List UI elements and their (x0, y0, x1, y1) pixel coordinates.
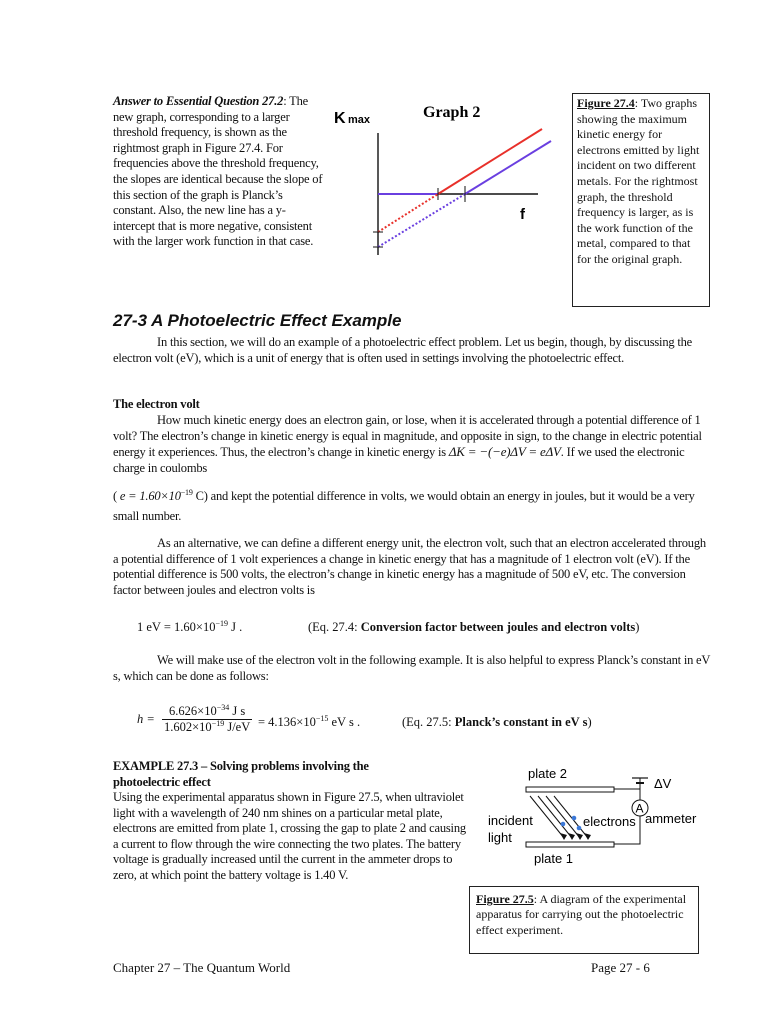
footer-chapter: Chapter 27 – The Quantum World (113, 960, 291, 975)
intro-paragraph: In this section, we will do an example of a photoelectric effect problem. Let us begin, though, by discussing the electron volt (eV), which is a unit of energy that is often used in settings involving the photoelectric effect. (113, 335, 693, 365)
equation-27-5-h (137, 712, 155, 727)
ev-p1b-text: ) and kept the potential difference in volts, we would obtain an energy in joules, but it would be a very small number. (113, 489, 695, 523)
eq275-num-unit: J s (229, 704, 246, 718)
eq275-den-unit: J/eV (224, 720, 251, 734)
apparatus-plate-1-label: plate 1 (534, 851, 574, 866)
answer-colon: : (283, 94, 287, 108)
footer-page-number: Page 27 - 6 (591, 960, 650, 975)
eq275-numerator (162, 704, 252, 720)
electron-dot-3 (577, 826, 582, 831)
eq274-lhs: 1 eV = 1.60×10 (137, 620, 216, 634)
graph-red-line (438, 129, 542, 194)
graph-y-label-sub: max (348, 114, 371, 126)
light-arrow-1 (560, 833, 567, 840)
eq275-ref-open: (Eq. 27.5: (402, 715, 455, 729)
eq275-ref-bold: Planck’s constant in eV s (454, 715, 588, 729)
light-arrow-2 (568, 833, 575, 840)
eq274-ref-bold: Conversion factor between joules and electron volts (360, 620, 636, 634)
eq274-ref-close: ) (635, 620, 640, 634)
graph-blue-line (465, 141, 551, 194)
light-arrow-4 (584, 833, 591, 840)
ev-p1-text: How much kinetic energy does an electron gain, or lose, when it is accelerated through a potential difference of 1 volt? The electron’s change in kinetic energy is equal in magnitude, and opposite in sign, to the change in electric potential energy it experiences. Thus, the electron’s change in kinetic energy is (113, 413, 702, 460)
battery-delta-v-label: ΔV (654, 776, 672, 791)
eq274-ref-open: (Eq. 27.4: (308, 620, 361, 634)
eq275-num: 6.626×10 (169, 704, 217, 718)
equation-27-5-ref (402, 715, 592, 730)
light-arrow-3 (576, 833, 583, 840)
equation-27-5-fraction (162, 704, 252, 735)
eq275-den-exp: −19 (211, 718, 225, 728)
eq274-exp: −19 (215, 618, 228, 628)
electron-volt-paragraph-3: We will make use of the electron volt in the following example. It is also helpful to express Planck’s constant in eV s, which can be done as follows: (113, 653, 711, 683)
answer-text: The new graph, corresponding to a larger threshold frequency, is shown as the rightmost graph in Figure 27.4. For frequencies above the threshold frequency, the slopes are identical because the slope of this section of the graph is Planck’s constant. Also, the new line has a y-intercept that is more negative, consistent with the larger work function in that case. (113, 94, 323, 249)
equation-27-4 (137, 620, 242, 635)
answer-block (113, 94, 323, 250)
electrons-label: electrons (583, 814, 636, 829)
electron-dot-1 (561, 822, 566, 827)
graph-y-label: K (334, 110, 346, 127)
ev-p1b-exp: −19 (180, 487, 193, 497)
electron-volt-paragraph-1b (113, 486, 713, 526)
eq275-rhs-exp: −15 (315, 713, 329, 723)
ev-p1b-eq: e = 1.60×10 (119, 489, 181, 503)
plate-2 (526, 787, 614, 792)
figure-27-5-caption (469, 886, 699, 954)
equation-27-4-ref (308, 620, 639, 635)
ev-p1-end: . If we used the electronic charge in coulombs (113, 445, 685, 475)
graph-red-dotted (378, 194, 438, 232)
example-text: Using the experimental apparatus shown in Figure 27.5, when ultraviolet light with a wavelength of 240 nm shines on a particular metal plate, electrons are emitted from plate 1, crossing the gap to plate 2 and causing a current to flow through the wire connecting the two plates. The battery voltage is gradually increased until the current in the ammeter drops to zero, at which point the battery voltage is 1.40 V. (113, 790, 466, 882)
equation-27-5-rhs (258, 715, 360, 730)
figure-27-4-label: Figure 27.4 (577, 96, 635, 110)
ev-p1b-unit: C (192, 489, 204, 503)
answer-heading: Answer to Essential Question 27.2 (113, 94, 284, 108)
eq275-den: 1.602×10 (164, 720, 212, 734)
eq275-rhs-unit: eV s . (328, 715, 361, 729)
graph-2-figure (330, 95, 560, 257)
eq275-num-exp: −34 (216, 702, 230, 712)
apparatus-diagram (482, 760, 707, 878)
eq275-denominator (162, 720, 252, 735)
eq274-unit: J . (227, 620, 243, 634)
graph-title: Graph 2 (423, 104, 481, 121)
plate-1 (526, 842, 614, 847)
eq275-h: h = (137, 712, 155, 726)
eq275-ref-close: ) (587, 715, 592, 729)
figure-27-4-caption (572, 93, 710, 307)
figure-27-5-label: Figure 27.5 (476, 892, 534, 906)
graph-blue-dotted (378, 194, 465, 247)
electron-volt-paragraph-2: As an alternative, we can define a different energy unit, the electron volt, such that an electron accelerated through a potential difference of 1 volt experiences a change in kinetic energy that has a magnitude of 1 electron volt (eV). If the potential difference is 500 volts, the electron’s change in kinetic energy has a magnitude of 500 eV, etc. The conversion factor between joules and electron volts is (113, 536, 706, 597)
graph-x-label: f (520, 206, 525, 223)
ammeter-label: ammeter (645, 811, 697, 826)
apparatus-plate-2-label: plate 2 (528, 766, 568, 781)
electron-volt-paragraph-1 (113, 413, 713, 476)
incident-label: incident (488, 813, 533, 828)
light-ray-2 (538, 796, 572, 838)
figure-27-5-text: : A diagram of the experimental apparatus for carrying out the photoelectric effect experiment. (476, 892, 687, 937)
light-label: light (488, 830, 512, 845)
ev-p1b-open: ( (113, 489, 117, 503)
section-title: 27-3 A Photoelectric Effect Example (113, 311, 402, 330)
figure-27-4-text: : Two graphs showing the maximum kinetic energy for electrons emitted by light incident on two different metals. For the rightmost graph, the threshold frequency is larger, as is the work function of the metal, compared to that for the original graph. (577, 96, 700, 266)
electron-volt-heading: The electron volt (113, 397, 200, 411)
electron-dot-2 (572, 816, 577, 821)
example-heading: EXAMPLE 27.3 – Solving problems involving the photoelectric effect (113, 759, 369, 789)
eq275-rhs: = 4.136×10 (258, 715, 316, 729)
ev-p1-equation: ΔK = −(−e)ΔV = eΔV (448, 444, 561, 460)
ammeter-symbol-letter: A (635, 801, 644, 816)
